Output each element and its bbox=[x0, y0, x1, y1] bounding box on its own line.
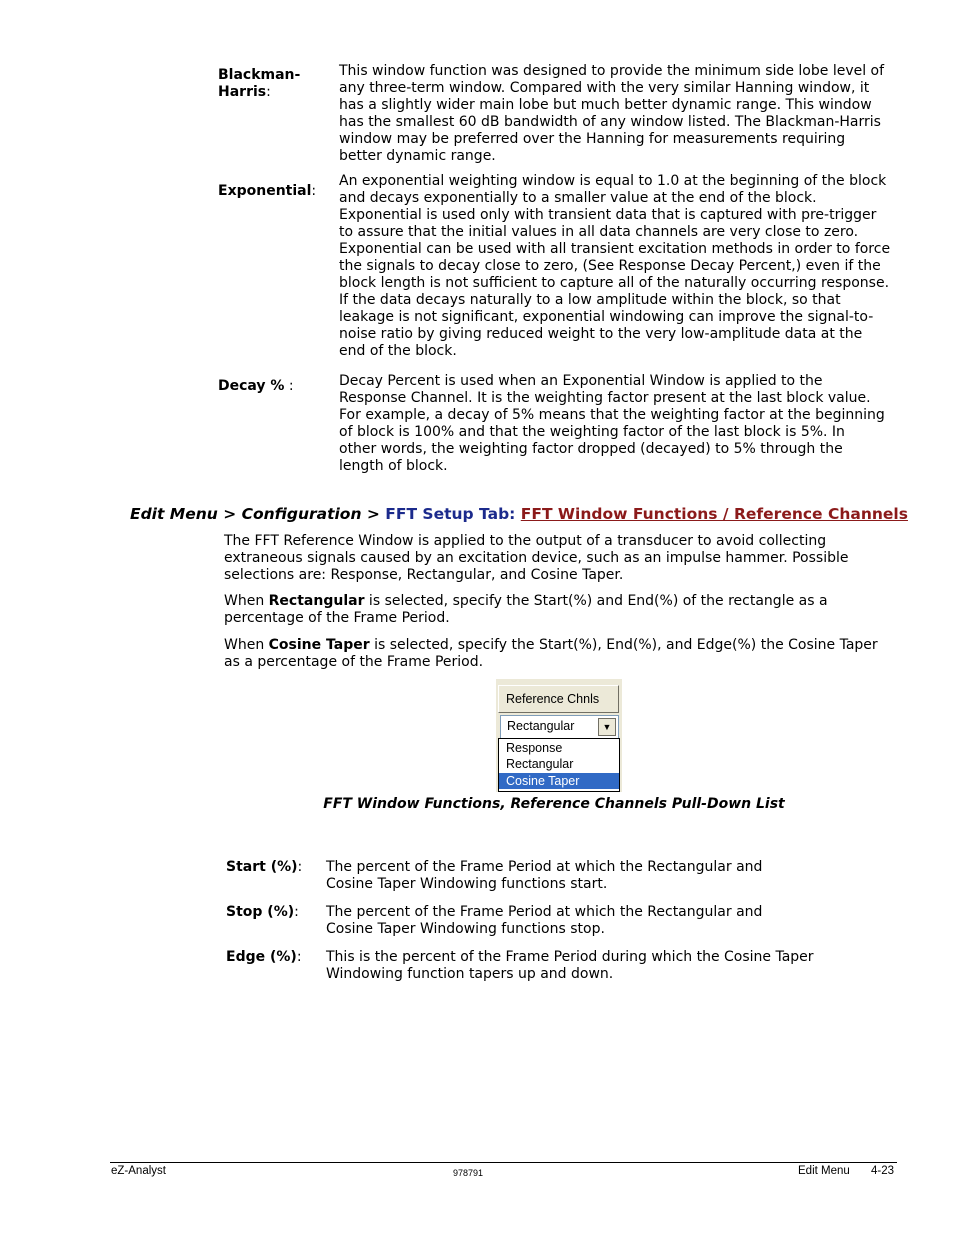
term-start: Start (%): bbox=[226, 859, 303, 875]
figure-caption: FFT Window Functions, Reference Channels Pull-Down List bbox=[323, 796, 785, 812]
rectangular-paragraph: When Rectangular is selected, specify the Start(%) and End(%) of the rectangle as a percentage of the Frame Period. bbox=[224, 593, 828, 626]
term-stop: Stop (%): bbox=[226, 904, 299, 920]
fft-window-functions-link[interactable]: FFT Window Functions / Reference Channels bbox=[520, 505, 908, 523]
footer-section: Edit Menu bbox=[798, 1165, 850, 1177]
term-exponential: Exponential: bbox=[218, 183, 317, 199]
chevron-down-icon[interactable]: ▼ bbox=[598, 718, 616, 736]
breadcrumb-edit-menu: Edit Menu bbox=[130, 505, 218, 523]
footer-divider bbox=[110, 1162, 897, 1163]
dropdown-screenshot bbox=[496, 679, 622, 792]
reference-window-select[interactable] bbox=[500, 715, 619, 739]
definition-exponential: An exponential weighting window is equal to 1.0 at the beginning of the block and decays exponentially to a smaller value at the end of the block. Exponential is used only with transient data that is captured with pre-trigger to assure that the initial values in all data channels are very close to zero. Exponential can be used with all transient excitation methods in order to force the signals to decay close to zero, (See Response Decay Percent,) even if the block length is not sufficient to capture all of the naturally occurring response. If the data decays naturally to a low amplitude within the block, so that leakage is not significant, exponential windowing can improve the signal-to- noise ratio by giving reduced weight to the very low-amplitude data at the end of the block. bbox=[339, 173, 891, 359]
definition-edge: This is the percent of the Frame Period during which the Cosine Taper Windowing function tapers up and down. bbox=[326, 949, 814, 982]
intro-paragraph: The FFT Reference Window is applied to the output of a transducer to avoid collecting extraneous signals caused by an excitation device, such as an impulse hammer. Possible selections are: Response, Rectangular, and Cosine Taper. bbox=[224, 533, 849, 583]
definition-decay-percent: Decay Percent is used when an Exponential Window is applied to the Response Channel. It is the weighting factor present at the last block value. For example, a decay of 5% means that the weighting factor at the beginning of block is 100% and that the weighting factor of the last block is 5%. In other words, the weighting factor dropped (decayed) to 5% through the length of block. bbox=[339, 373, 885, 474]
option-cosine-taper[interactable]: Cosine Taper bbox=[499, 773, 619, 789]
option-rectangular[interactable]: Rectangular bbox=[506, 757, 574, 771]
tab-reference-chnls[interactable]: Reference Chnls bbox=[498, 685, 619, 713]
selected-value: Rectangular bbox=[507, 719, 575, 733]
definition-stop: The percent of the Frame Period at which the Rectangular and Cosine Taper Windowing functions stop. bbox=[326, 904, 763, 937]
breadcrumb-configuration: Configuration bbox=[241, 505, 362, 523]
footer-page-number: 4-23 bbox=[871, 1165, 895, 1177]
definition-start: The percent of the Frame Period at which the Rectangular and Cosine Taper Windowing functions start. bbox=[326, 859, 763, 892]
dropdown-list bbox=[498, 738, 620, 792]
term-edge: Edge (%): bbox=[226, 949, 302, 965]
breadcrumb-separator: > bbox=[217, 505, 242, 523]
section-heading bbox=[130, 504, 930, 524]
breadcrumb-separator: > bbox=[361, 505, 386, 523]
breadcrumb-fft-setup-tab: FFT Setup Tab: bbox=[385, 505, 521, 523]
option-response[interactable]: Response bbox=[506, 741, 563, 755]
term-blackman-harris: Blackman- Harris: bbox=[218, 67, 301, 100]
footer-product: eZ-Analyst bbox=[111, 1165, 166, 1177]
term-decay-percent: Decay % : bbox=[218, 378, 294, 394]
footer-doc-number: 978791 bbox=[453, 1168, 484, 1178]
cosine-taper-paragraph: When Cosine Taper is selected, specify the Start(%), End(%), and Edge(%) the Cosine Taper as a percentage of the Frame Period. bbox=[224, 637, 878, 670]
definition-blackman-harris: This window function was designed to provide the minimum side lobe level of any three-term window. Compared with the very similar Hanning window, it has a slightly wider main lobe but much better dynamic range. This window has the smallest 60 dB bandwidth of any window listed. The Blackman-Harris window may be preferred over the Hanning for measurements requiring better dynamic range. bbox=[339, 63, 885, 164]
